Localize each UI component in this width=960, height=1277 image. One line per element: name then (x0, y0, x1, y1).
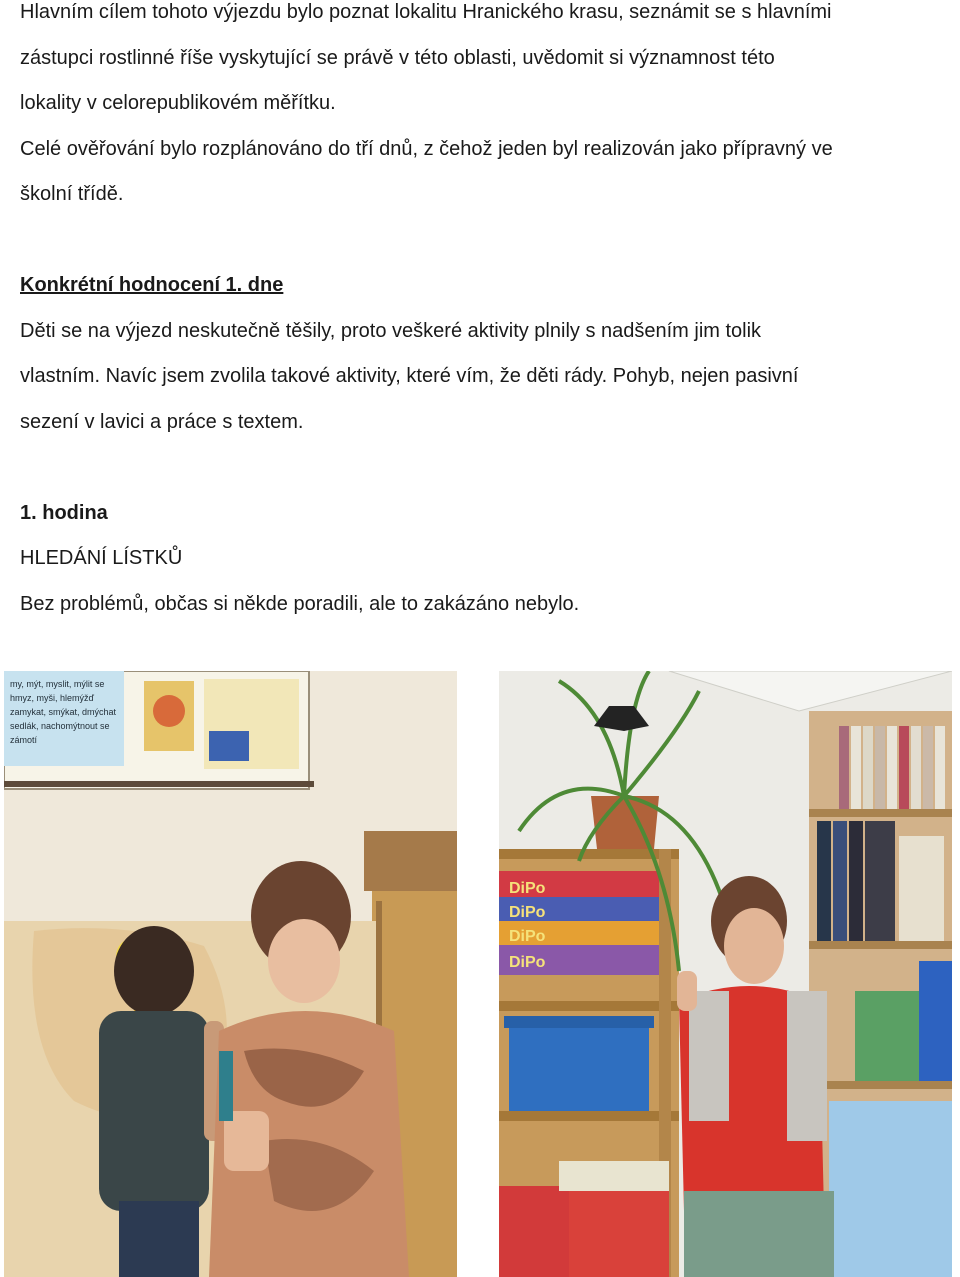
section-heading: Konkrétní hodnocení 1. dne (20, 274, 284, 296)
document-page (20, 0, 956, 627)
photo-right-illustration (499, 671, 952, 1277)
box-label-1: DiPo (509, 880, 546, 897)
photo-boy-at-shelf (499, 671, 952, 1277)
paragraph-evaluation-line-2: vlastním. Navíc jsem zvolila takové aktivity, které vím, že děti rády. Pohyb, nejen pasivní (20, 365, 799, 387)
box-label-4: DiPo (509, 954, 546, 971)
svg-text:sedlák, nachomýtnout se: sedlák, nachomýtnout se (10, 721, 110, 731)
svg-text:zámotí: zámotí (10, 735, 38, 745)
hour-heading: 1. hodina (20, 501, 108, 524)
photo-left-illustration (4, 671, 457, 1277)
svg-text:hmyz, myši, hlemýžď: hmyz, myši, hlemýžď (10, 693, 95, 703)
activity-text: Bez problémů, občas si někde poradili, ale to zakázáno nebylo. (20, 592, 580, 615)
paragraph-evaluation-line-3: sezení v lavici a práce s textem. (20, 410, 304, 433)
paragraph-intro-line-3: lokality v celorepublikovém měřítku. (20, 92, 336, 114)
paragraph-plan-line-2: školní třídě. (20, 183, 124, 205)
svg-text:my, mýt, myslit, mýlit se: my, mýt, myslit, mýlit se (10, 679, 105, 689)
box-label-3: DiPo (509, 928, 546, 945)
paragraph-intro-line-1: Hlavním cílem tohoto výjezdu bylo poznat lokalitu Hranického krasu, seznámit se s hlavními (20, 1, 832, 23)
photo-children-at-wall (4, 671, 457, 1277)
paragraph-plan-line-1: Celé ověřování bylo rozplánováno do tří dnů, z čehož jeden byl realizován jako přípravný ve (20, 137, 833, 160)
svg-text:zamykat, smýkat, dmýchat: zamykat, smýkat, dmýchat (10, 707, 117, 717)
paragraph-intro-line-2: zástupci rostlinné říše vyskytující se právě v této oblasti, uvědomit si významnost této (20, 46, 775, 69)
activity-title: HLEDÁNÍ LÍSTKŮ (20, 547, 183, 569)
box-label-2: DiPo (509, 904, 546, 921)
paragraph-evaluation-line-1: Děti se na výjezd neskutečně těšily, proto veškeré aktivity plnily s nadšením jim tolik (20, 319, 762, 342)
